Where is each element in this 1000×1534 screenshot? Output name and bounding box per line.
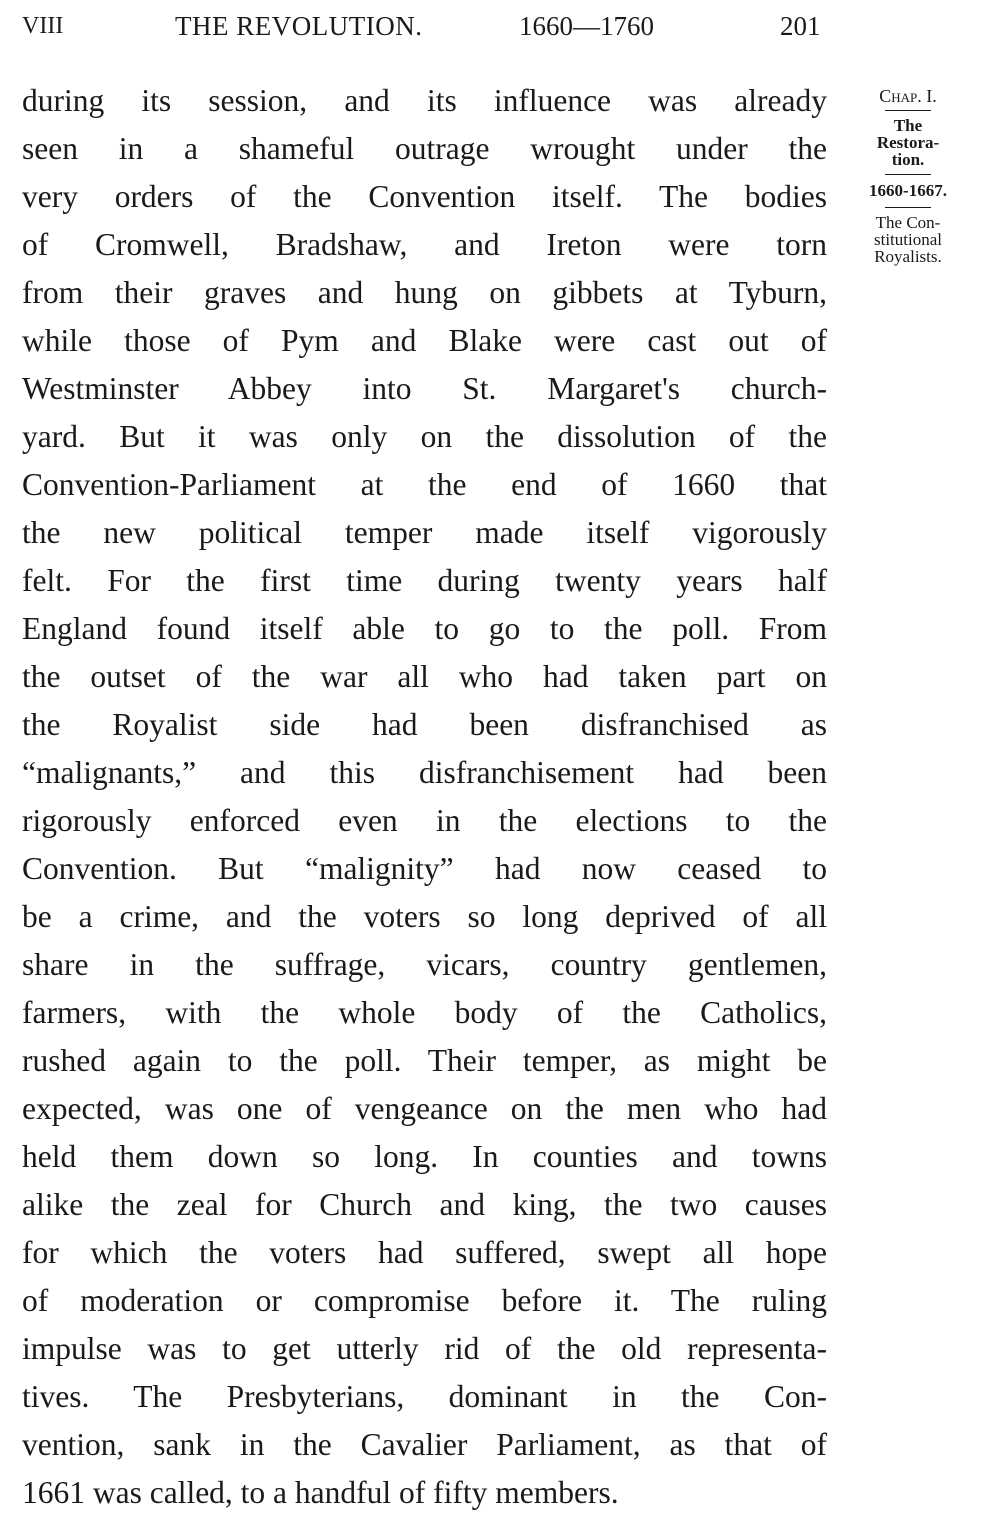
- text-line: during its session, and its influence was already: [22, 83, 827, 118]
- margin-chapter-label: Chap. I.: [879, 86, 937, 106]
- margin-heading-line: tion.: [891, 150, 925, 169]
- margin-topic-line: The Con-: [875, 213, 941, 232]
- margin-topic-line: Royalists.: [874, 247, 942, 266]
- margin-topic: [848, 208, 968, 265]
- text-line: of moderation or compromise before it. The ruling: [22, 1283, 827, 1318]
- text-line: impulse was to get utterly rid of the old representa-: [22, 1331, 827, 1366]
- text-line: felt. For the first time during twenty years half: [22, 563, 827, 598]
- margin-years: 1660-1667.: [869, 181, 947, 200]
- text-line: rigorously enforced even in the elections to the: [22, 803, 827, 838]
- text-line: the Royalist side had been disfranchised as: [22, 707, 827, 742]
- text-line: farmers, with the whole body of the Catholics,: [22, 995, 827, 1030]
- text-line: held them down so long. In counties and towns: [22, 1139, 827, 1174]
- text-line: rushed again to the poll. Their temper, as might be: [22, 1043, 827, 1078]
- text-line: yard. But it was only on the dissolution of the: [22, 419, 827, 454]
- text-line: 1661 was called, to a handful of fifty members.: [22, 1475, 619, 1510]
- text-line: very orders of the Convention itself. The bodies: [22, 179, 827, 214]
- text-line: alike the zeal for Church and king, the two causes: [22, 1187, 827, 1222]
- running-head: [22, 6, 827, 46]
- text-line: expected, was one of vengeance on the men who had: [22, 1091, 827, 1126]
- running-title: THE REVOLUTION.: [175, 11, 423, 41]
- margin-heading-line: Restora-: [876, 133, 940, 152]
- running-dates: 1660—1760: [519, 11, 654, 41]
- text-line: England found itself able to go to the poll. From: [22, 611, 827, 646]
- text-line: “malignants,” and this disfranchisement had been: [22, 755, 827, 790]
- text-line: vention, sank in the Cavalier Parliament, as that of: [22, 1427, 827, 1462]
- text-line: the outset of the war all who had taken part on: [22, 659, 827, 694]
- margin-notes: [848, 86, 968, 265]
- text-line: from their graves and hung on gibbets at Tyburn,: [22, 275, 827, 310]
- page-number: 201: [780, 11, 821, 41]
- margin-topic-line: stitutional: [874, 230, 942, 249]
- chapter-numeral: VIII: [22, 13, 64, 39]
- text-line: for which the voters had suffered, swept all hope: [22, 1235, 827, 1270]
- text-line: the new political temper made itself vigorously: [22, 515, 827, 550]
- text-line: seen in a shameful outrage wrought under the: [22, 131, 827, 166]
- text-line: of Cromwell, Bradshaw, and Ireton were torn: [22, 227, 827, 262]
- text-line: Convention-Parliament at the end of 1660 that: [22, 467, 827, 502]
- text-line: Westminster Abbey into St. Margaret's church-: [22, 371, 827, 406]
- text-line: share in the suffrage, vicars, country gentlemen,: [22, 947, 827, 982]
- margin-heading-line: The: [893, 116, 923, 135]
- body-text: [22, 77, 827, 1517]
- margin-heading: [848, 111, 968, 174]
- text-line: tives. The Presbyterians, dominant in the Con-: [22, 1379, 827, 1414]
- text-line: be a crime, and the voters so long deprived of all: [22, 899, 827, 934]
- text-line: Convention. But “malignity” had now ceased to: [22, 851, 827, 886]
- text-line: while those of Pym and Blake were cast out of: [22, 323, 827, 358]
